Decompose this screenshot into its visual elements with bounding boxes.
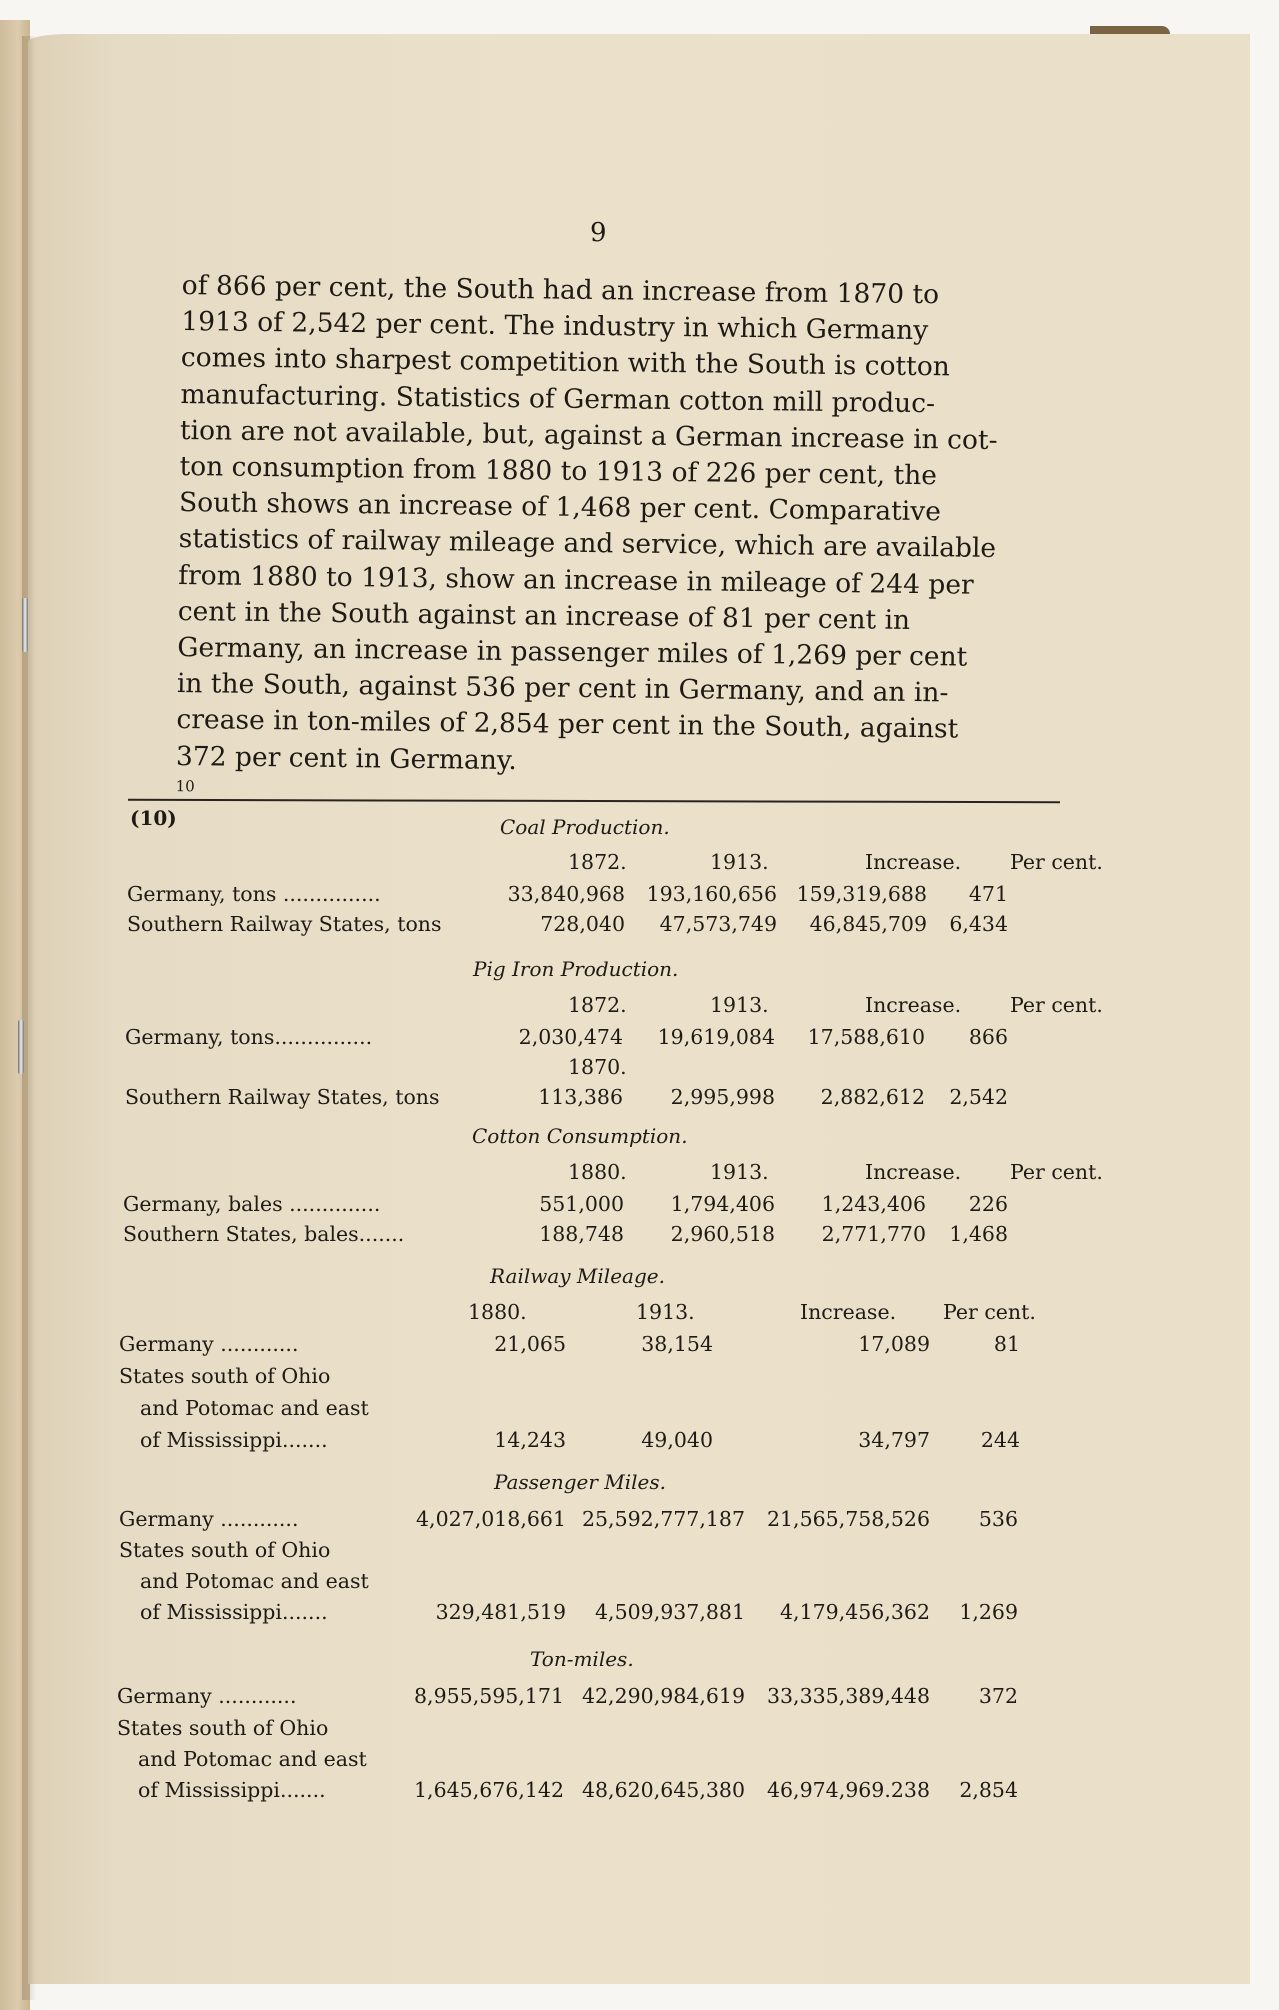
cell-start-value: 329,481,519 <box>435 1600 566 1624</box>
cell-increase-value: 17,089 <box>858 1332 930 1356</box>
row-label: of Mississippi....... <box>138 1778 326 1802</box>
footnote-label: (10) <box>130 806 177 830</box>
cell-increase-value: 4,179,456,362 <box>780 1600 930 1624</box>
row-label: Germany ............ <box>119 1332 299 1356</box>
cell-percent-value: 1,269 <box>959 1600 1018 1624</box>
paragraph-line: 1913 of 2,542 per cent. The industry in which Germany <box>181 306 929 347</box>
table-title: Railway Mileage. <box>490 1264 665 1288</box>
cell-percent-value: 2,542 <box>949 1085 1008 1109</box>
cell-start-value: 551,000 <box>539 1192 624 1216</box>
cell-end-value: 4,509,937,881 <box>595 1600 745 1624</box>
cell-start-value: 728,040 <box>540 912 625 936</box>
cell-end-value: 2,995,998 <box>670 1085 775 1109</box>
cell-end-value: 25,592,777,187 <box>581 1507 745 1531</box>
row-label: Southern States, bales....... <box>123 1222 405 1246</box>
cell-start-value: 33,840,968 <box>507 882 625 906</box>
cell-end-value: 42,290,984,619 <box>581 1684 745 1708</box>
cell-increase-value: 46,845,709 <box>809 912 927 936</box>
column-header: 1913. <box>710 1160 769 1184</box>
column-header: Increase. <box>865 993 962 1017</box>
cell-percent-value: 866 <box>968 1025 1008 1049</box>
row-label-line: and Potomac and east <box>138 1747 367 1771</box>
column-header: Per cent. <box>1010 993 1103 1017</box>
cell-increase-value: 1,243,406 <box>821 1192 926 1216</box>
cell-end-value: 193,160,656 <box>646 882 777 906</box>
table-title: Pig Iron Production. <box>473 957 679 981</box>
cell-percent-value: 81 <box>993 1332 1020 1356</box>
paragraph-line: of 866 per cent, the South had an increase from 1870 to <box>181 269 940 311</box>
cell-start-value: 21,065 <box>494 1332 566 1356</box>
column-header: 1880. <box>468 1300 527 1324</box>
paragraph-line: from 1880 to 1913, show an increase in mileage of 244 per <box>178 559 974 601</box>
table-title: Passenger Miles. <box>494 1470 667 1494</box>
cell-percent-value: 1,468 <box>949 1222 1008 1246</box>
footnote-reference: 10 <box>175 776 195 796</box>
column-header: 1913. <box>710 850 769 874</box>
column-header: Per cent. <box>943 1300 1036 1324</box>
row-label: Germany, bales .............. <box>123 1192 381 1216</box>
column-header: 1872. <box>568 993 627 1017</box>
paragraph-line: tion are not available, but, against a German increase in cot- <box>179 414 998 456</box>
paragraph-line: 372 per cent in Germany. <box>175 740 517 776</box>
cell-percent-value: 2,854 <box>959 1778 1018 1802</box>
cell-start-value: 8,955,595,171 <box>414 1684 564 1708</box>
cell-percent-value: 6,434 <box>949 912 1008 936</box>
paragraph-line: ton consumption from 1880 to 1913 of 226 per cent, the <box>179 451 938 492</box>
cell-increase-value: 34,797 <box>858 1428 930 1452</box>
column-header: 1913. <box>710 993 769 1017</box>
table-title: Cotton Consumption. <box>472 1124 688 1148</box>
table-title: Coal Production. <box>500 815 670 839</box>
cell-end-value: 47,573,749 <box>659 912 777 936</box>
row-label: Germany ............ <box>119 1507 299 1531</box>
cell-start-value: 1,645,676,142 <box>414 1778 564 1802</box>
row-label-line: and Potomac and east <box>140 1396 369 1420</box>
paragraph-line: statistics of railway mileage and service, which are available <box>178 523 997 565</box>
cell-percent-value: 244 <box>980 1428 1020 1452</box>
paragraph-line: comes into sharpest competition with the South is cotton <box>180 342 951 383</box>
cell-increase-value: 17,588,610 <box>807 1025 925 1049</box>
cell-increase-value: 46,974,969.238 <box>766 1778 930 1802</box>
cell-increase-value: 33,335,389,448 <box>766 1684 930 1708</box>
cell-increase-value: 2,771,770 <box>821 1222 926 1246</box>
cell-percent-value: 372 <box>978 1684 1018 1708</box>
cell-end-value: 49,040 <box>641 1428 713 1452</box>
cell-percent-value: 226 <box>968 1192 1008 1216</box>
cell-end-value: 19,619,084 <box>657 1025 775 1049</box>
cell-start-value: 113,386 <box>538 1085 623 1109</box>
column-header: 1872. <box>568 850 627 874</box>
paragraph-line: cent in the South against an increase of 81 per cent in <box>177 595 911 636</box>
column-header: Per cent. <box>1010 850 1103 874</box>
cell-increase-value: 2,882,612 <box>820 1085 925 1109</box>
row-label: Germany ............ <box>117 1684 297 1708</box>
column-header: 1913. <box>636 1300 695 1324</box>
column-header: Per cent. <box>1010 1160 1103 1184</box>
row-label: Southern Railway States, tons <box>127 912 442 936</box>
cell-increase-value: 21,565,758,526 <box>766 1507 930 1531</box>
page-number: 9 <box>590 218 608 248</box>
paragraph-line: manufacturing. Statistics of German cotton mill produc- <box>180 378 936 419</box>
column-header-alt-year: 1870. <box>568 1055 627 1079</box>
cell-end-value: 38,154 <box>641 1332 713 1356</box>
row-label: Germany, tons ............... <box>127 882 381 906</box>
cell-percent-value: 536 <box>978 1507 1018 1531</box>
column-header: Increase. <box>800 1300 897 1324</box>
row-label-line: and Potomac and east <box>140 1569 369 1593</box>
paragraph-line: Germany, an increase in passenger miles of 1,269 per cent <box>177 632 968 673</box>
cell-increase-value: 159,319,688 <box>796 882 927 906</box>
cell-end-value: 48,620,645,380 <box>581 1778 745 1802</box>
cell-start-value: 188,748 <box>539 1222 624 1246</box>
cell-end-value: 1,794,406 <box>670 1192 775 1216</box>
row-label: of Mississippi....... <box>140 1600 328 1624</box>
table-title: Ton-miles. <box>530 1647 634 1671</box>
cell-start-value: 2,030,474 <box>518 1025 623 1049</box>
row-label: of Mississippi....... <box>140 1428 328 1452</box>
row-label-line: States south of Ohio <box>119 1538 331 1562</box>
cell-percent-value: 471 <box>968 882 1008 906</box>
cell-start-value: 4,027,018,661 <box>416 1507 566 1531</box>
column-header: Increase. <box>865 850 962 874</box>
column-header: Increase. <box>865 1160 962 1184</box>
paragraph-line: in the South, against 536 per cent in Germany, and an in- <box>176 668 949 709</box>
row-label-line: States south of Ohio <box>119 1364 331 1388</box>
row-label-line: States south of Ohio <box>117 1716 329 1740</box>
row-label: Germany, tons............... <box>125 1025 373 1049</box>
row-label: Southern Railway States, tons <box>125 1085 440 1109</box>
column-header: 1880. <box>568 1160 627 1184</box>
cell-end-value: 2,960,518 <box>670 1222 775 1246</box>
paragraph-line: South shows an increase of 1,468 per cent. Comparative <box>178 487 942 528</box>
paragraph-line: crease in ton-miles of 2,854 per cent in the South, against <box>176 704 959 745</box>
cell-start-value: 14,243 <box>494 1428 566 1452</box>
